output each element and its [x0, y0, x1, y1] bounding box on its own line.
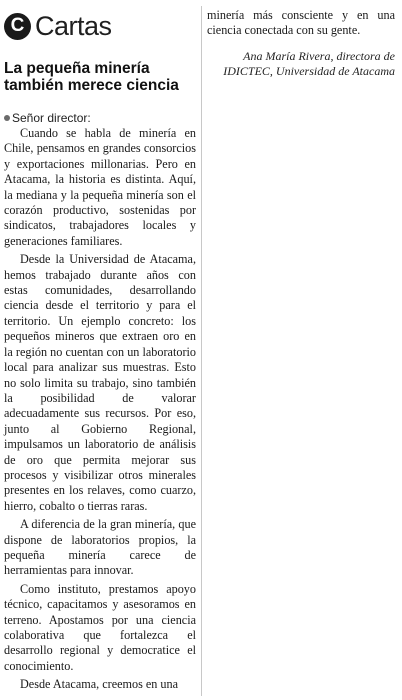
- signature-line-1: Ana María Rivera, directora de: [243, 48, 395, 63]
- section-badge: C: [4, 13, 31, 40]
- right-column: [207, 8, 395, 80]
- section-title: Cartas: [35, 10, 112, 41]
- signature-line-2: IDICTEC, Universidad de Atacama: [223, 64, 395, 79]
- paragraph-4: Como instituto, prestamos apoyo técnico, capacitamos y asesoramos en terreno. Apostamos por una ciencia colaborativa que fortalezca el desarrollo regional y democratice el conocimiento.: [4, 581, 196, 673]
- paragraph-3: A diferencia de la gran minería, que dispone de laboratorios propios, la pequeña minería carece de herramientas para innovar.: [4, 517, 196, 578]
- left-column: [4, 8, 196, 693]
- letter-signature: [207, 49, 395, 80]
- letter-headline: La pequeña minería también merece ciencia: [4, 60, 179, 94]
- paragraph-1: Cuando se habla de minería en Chile, pensamos en grandes consorcios y exportaciones millonarias. Pero en Atacama, la historia es distinta. Aquí, la mediana y la pequeña minería son el corazón productivo, sostenidas por sindicatos, trabajadores locales y generaciones familiares.: [4, 126, 196, 248]
- paragraph-5-end: minería más consciente y en una ciencia conectada con su gente.: [207, 8, 395, 38]
- section-header: [4, 8, 196, 44]
- paragraph-2: Desde la Universidad de Atacama, hemos trabajado durante años con estas comunidades, desarrollando ciencia desde el territorio y para el territorio. Un ejemplo concreto: los pequeños mineros que extraen oro en la región no cuentan con un laboratorio local para analizar sus muestras. Esto no solo limita su trabajo, sino también la posibilidad de valorar adecuadamente sus recursos. Por eso, junto al Gobierno Regional, impulsamos un laboratorio de análisis de oro que permita mejorar sus procesos y visibilizar otros minerales presentes en los relaves, como cuarzo, hierro, cobalto o tierras raras.: [4, 252, 196, 513]
- letter-salutation: [4, 111, 196, 126]
- paragraph-5-start: Desde Atacama, creemos en una: [20, 677, 179, 692]
- column-divider: [201, 6, 202, 696]
- bullet-icon: [4, 115, 10, 121]
- letter-body: [4, 126, 196, 693]
- letter-body-continued: [207, 8, 395, 39]
- salutation-text: Señor director:: [12, 111, 91, 125]
